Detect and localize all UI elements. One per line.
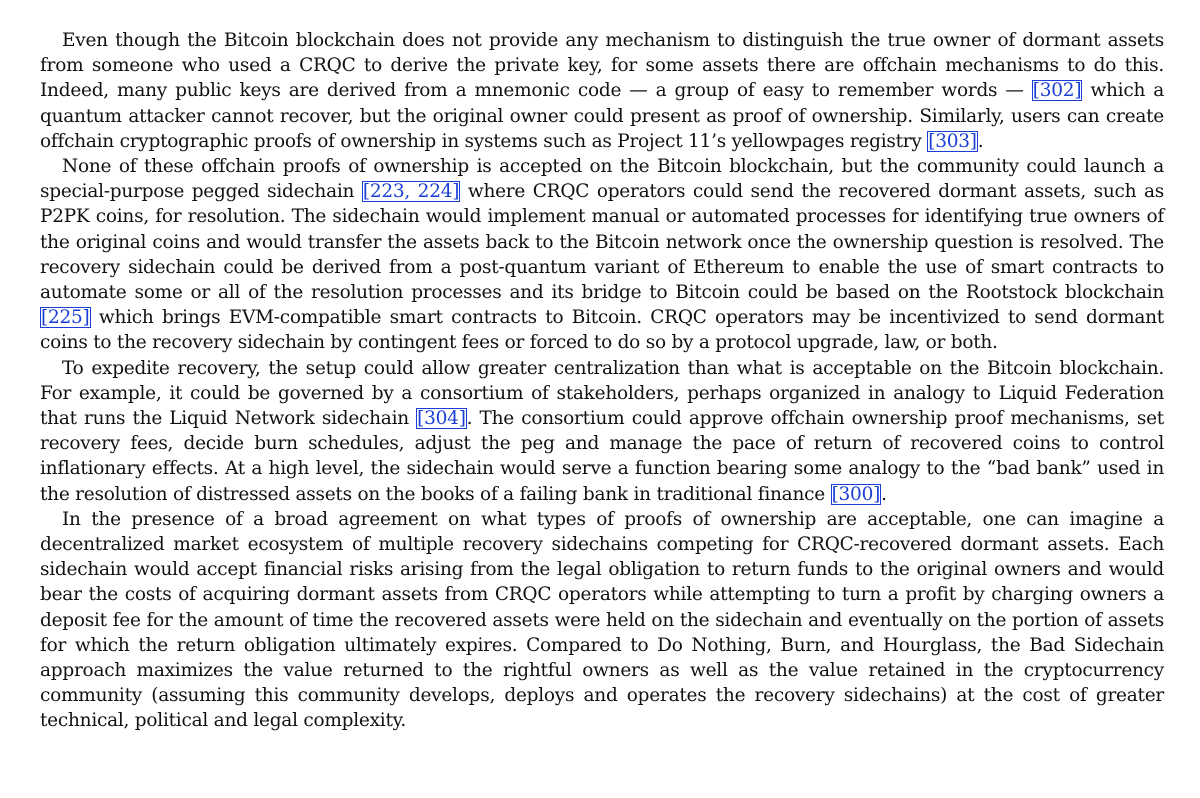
paper-body — [40, 28, 1164, 734]
paragraph-text: To expedite recovery, the setup could allow greater centralization than what is acceptable on the Bitcoin blockchain. For example, it could be governed by a consortium of stakeholders, perhaps organized in analogy to Liquid Federation that runs the Liquid Network sidechain — [40, 357, 1164, 430]
citation-link[interactable]: [302] — [1032, 80, 1082, 102]
paragraph-text: . — [881, 483, 887, 505]
citation-link[interactable]: [303] — [928, 130, 977, 152]
citation-link[interactable]: [225] — [41, 307, 90, 329]
citation-link[interactable]: [223, 224] — [362, 181, 460, 203]
citation-link[interactable]: [304] — [417, 408, 466, 430]
paragraph-text: which brings EVM-compatible smart contracts to Bitcoin. CRQC operators may be incentivized to send dormant coins to the recovery sidechain by contingent fees or forced to do so by a protocol upgrade, law, or both. — [40, 307, 1164, 354]
paragraph-text: where CRQC operators could send the recovered dormant assets, such as P2PK coins, for resolution. The sidechain would implement manual or automated processes for identifying true owners of the original coins and would transfer the assets back to the Bitcoin network once the ownership question is resolved. The recovery sidechain could be derived from a post-quantum variant of Ethereum to enable the use of smart contracts to automate some or all of the resolution processes and its bridge to Bitcoin could be based on the Rootstock blockchain — [40, 181, 1164, 304]
paragraph-offchain-mechanisms — [40, 28, 1164, 154]
paragraph-text: Even though the Bitcoin blockchain does not provide any mechanism to distinguish the true owner of dormant assets from someone who used a CRQC to derive the private key, for some assets there are offchain mechanisms to do this. Indeed, many public keys are derived from a mnemonic code — a group of easy to remember words — — [40, 30, 1164, 102]
paragraph-text: In the presence of a broad agreement on what types of proofs of ownership are acceptable, one can imagine a decentralized market ecosystem of multiple recovery sidechains competing for CRQC-recovered dormant assets. Each sidechain would accept financial risks arising from the legal obligation to return funds to the original owners and would bear the costs of acquiring dormant assets from CRQC operators while attempting to turn a profit by charging owners a deposit fee for the amount of time the recovered assets were held on the sidechain and eventually on the portion of assets for which the return obligation ultimately expires. Compared to Do Nothing, Burn, and Hourglass, the Bad Sidechain approach maximizes the value returned to the rightful owners as well as the value retained in the cryptocurrency community (assuming this community develops, deploys and operates the recovery sidechains) at the cost of greater technical, political and legal complexity. — [40, 508, 1164, 732]
paragraph-market-ecosystem — [40, 507, 1164, 734]
citation-link[interactable]: [300] — [831, 483, 881, 505]
paragraph-text: None of these offchain proofs of ownership is accepted on the Bitcoin blockchain, but the community could launch a special-purpose pegged sidechain — [40, 156, 1164, 203]
paragraph-centralization — [40, 356, 1164, 507]
paragraph-text: . — [977, 130, 984, 152]
paragraph-text: which a quantum attacker cannot recover, but the original owner could present as proof of ownership. Similarly, users can create offchain cryptographic proofs of ownership in systems such as Project 11’s yellowpages registry — [40, 80, 1165, 152]
paragraph-text: . The consortium could approve offchain ownership proof mechanisms, set recovery fees, decide burn schedules, adjust the peg and manage the pace of return of recovered coins to control inflationary effects. At a high level, the sidechain would serve a function bearing some analogy to the “bad bank” used in the resolution of distressed assets on the books of a failing bank in traditional finance — [40, 408, 1164, 505]
paragraph-pegged-sidechain — [40, 154, 1164, 356]
